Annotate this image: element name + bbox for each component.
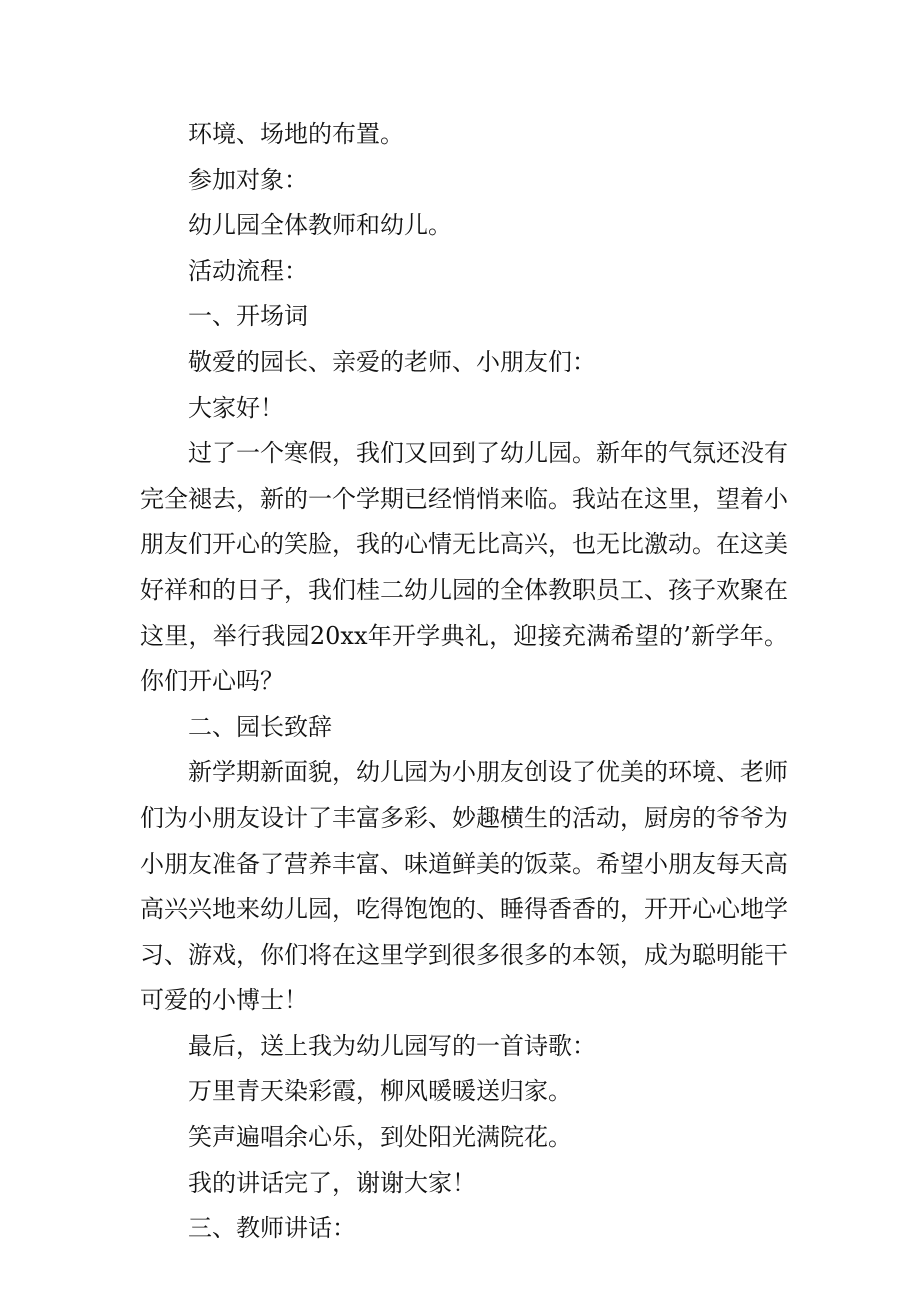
paragraph-greeting: 大家好！ bbox=[188, 393, 284, 422]
paragraph-poem-line-2: 笑声遍唱余心乐，到处阳光满院花。 bbox=[188, 1123, 572, 1152]
paragraph-poem-line-1: 万里青天染彩霞，柳风暖暖送归家。 bbox=[188, 1077, 572, 1106]
section-heading-teacher: 三、教师讲话： bbox=[188, 1214, 356, 1243]
paragraph-closing: 我的讲话完了，谢谢大家！ bbox=[188, 1168, 476, 1197]
section-heading-opening: 一、开场词 bbox=[188, 302, 308, 331]
paragraph-process-heading: 活动流程： bbox=[188, 256, 308, 285]
paragraph-participants: 幼儿园全体教师和幼儿。 bbox=[188, 211, 452, 240]
paragraph-participants-heading: 参加对象： bbox=[188, 165, 308, 194]
paragraph-salutation: 敬爱的园长、亲爱的老师、小朋友们： bbox=[188, 347, 596, 376]
paragraph-principal-speech: 新学期新面貌，幼儿园为小朋友创设了优美的环境、老师们为小朋友设计了丰富多彩、妙趣横生的活动，厨房的爷爷为小朋友准备了营养丰富、味道鲜美的饭菜。希望小朋友每天高高兴兴地来幼儿园，吃得饱饱的、睡得香香的，开开心心地学习、游戏，你们将在这里学到很多很多的本领，成为聪明能干可爱的小博士！ bbox=[140, 758, 788, 1015]
paragraph-poem-intro: 最后，送上我为幼儿园写的一首诗歌： bbox=[188, 1031, 596, 1060]
paragraph-setup: 环境、场地的布置。 bbox=[188, 120, 404, 148]
paragraph-opening-speech: 过了一个寒假，我们又回到了幼儿园。新年的气氛还没有完全褪去，新的一个学期已经悄悄来临。我站在这里，望着小朋友们开心的笑脸，我的心情无比高兴，也无比激动。在这美好祥和的日子，我们桂二幼儿园的全体教职员工、孩子欢聚在这里，举行我园20xx年开学典礼，迎接充满希望的’新学年。你们开心吗？ bbox=[140, 439, 788, 696]
document-body bbox=[140, 112, 788, 1252]
section-heading-principal: 二、园长致辞 bbox=[188, 712, 332, 741]
